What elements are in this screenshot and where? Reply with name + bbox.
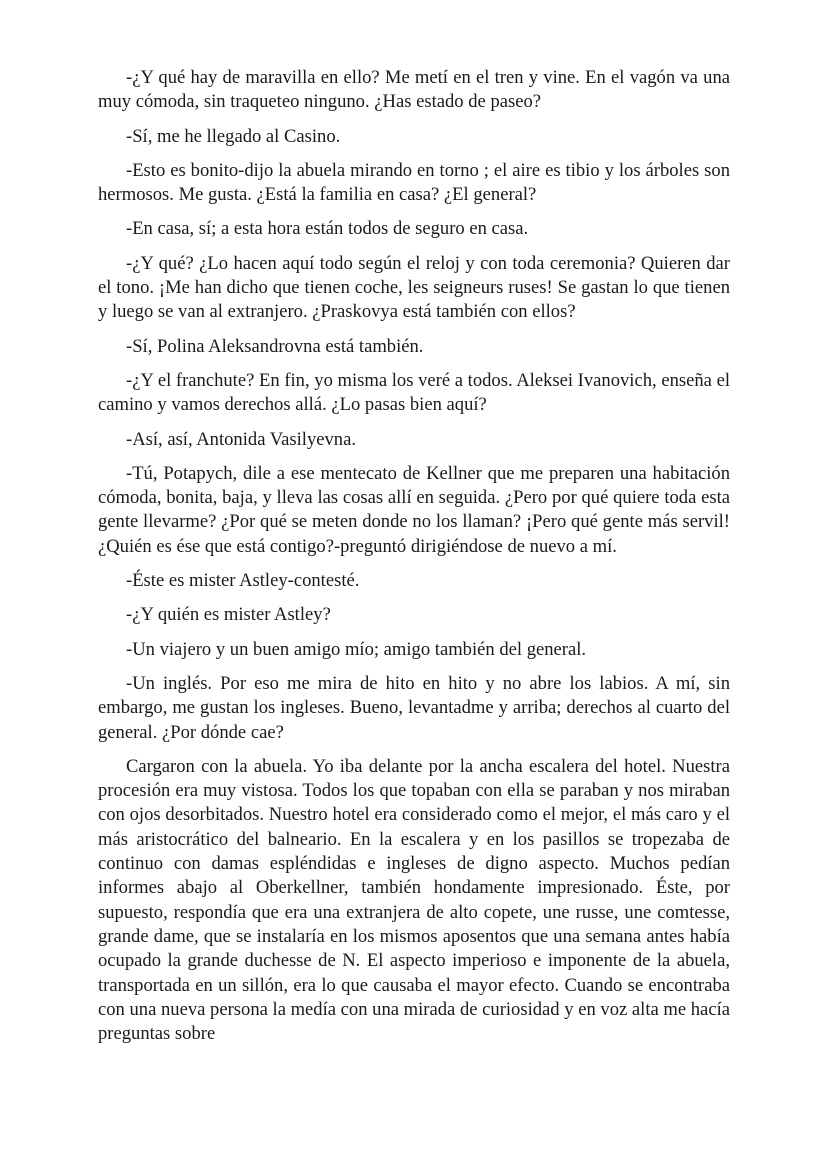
paragraph-2: -Sí, me he llegado al Casino. (126, 125, 341, 147)
paragraph-6: -Sí, Polina Aleksandrovna está también. (126, 335, 424, 357)
paragraph-9: -Tú, Potapych, dile a ese mentecato de Kellner que me preparen una habitación cómoda, bonita, baja, y lleva las cosas allí en seguida. ¿Pero por qué quiere toda esta gente llevarme? ¿Por qué se meten donde no los llaman? ¡Pero qué gente más servil! ¿Quién es ése que está contigo?-preguntó dirigiéndose de nuevo a mí. (98, 462, 730, 557)
page-body (98, 66, 730, 1056)
paragraph-12: -Un viajero y un buen amigo mío; amigo también del general. (126, 638, 587, 660)
paragraph-5: -¿Y qué? ¿Lo hacen aquí todo según el reloj y con toda ceremonia? Quieren dar el tono. ¡Me han dicho que tienen coche, les seigneurs ruses! Se gastan lo que tienen y luego se van al extranjero. ¿Praskovya está también con ellos? (98, 252, 730, 323)
paragraph-13: -Un inglés. Por eso me mira de hito en hito y no abre los labios. A mí, sin embargo, me gustan los ingleses. Bueno, levantadme y arriba; derechos al cuarto del general. ¿Por dónde cae? (98, 672, 730, 743)
paragraph-11: -¿Y quién es mister Astley? (126, 604, 331, 626)
paragraph-10: -Éste es mister Astley-contesté. (126, 570, 360, 592)
paragraph-8: -Así, así, Antonida Vasilyevna. (126, 428, 356, 450)
paragraph-4: -En casa, sí; a esta hora están todos de seguro en casa. (126, 218, 529, 240)
paragraph-14: Cargaron con la abuela. Yo iba delante por la ancha escalera del hotel. Nuestra procesión era muy vistosa. Todos los que topaban con ella se paraban y nos miraban con ojos desorbitados. Nuestro hotel era considerado como el mejor, el más caro y el más aristocrático del balneario. En la escalera y en los pasillos se tropezaba de continuo con damas espléndidas e ingleses de digno aspecto. Muchos pedían informes abajo al Oberkellner, también hondamente impresionado. Éste, por supuesto, respondía que era una extranjera de alto copete, une russe, une comtesse, grande dame, que se instalaría en los mismos aposentos que una semana antes había ocupado la grande duchesse de N. El aspecto imperioso e imponente de la abuela, transportada en un sillón, era lo que causaba el mayor efecto. Cuando se encontraba con una nueva persona la medía con una mirada de curiosidad y en voz alta me hacía preguntas sobre (98, 755, 730, 1045)
paragraph-3: -Esto es bonito-dijo la abuela mirando en torno ; el aire es tibio y los árboles son hermosos. Me gusta. ¿Está la familia en casa? ¿El general? (98, 159, 730, 206)
paragraph-1: -¿Y qué hay de maravilla en ello? Me metí en el tren y vine. En el vagón va una muy cómoda, sin traqueteo ninguno. ¿Has estado de paseo? (98, 67, 730, 113)
paragraph-7: -¿Y el franchute? En fin, yo misma los veré a todos. Aleksei Ivanovich, enseña el camino y vamos derechos allá. ¿Lo pasas bien aquí? (98, 369, 730, 416)
